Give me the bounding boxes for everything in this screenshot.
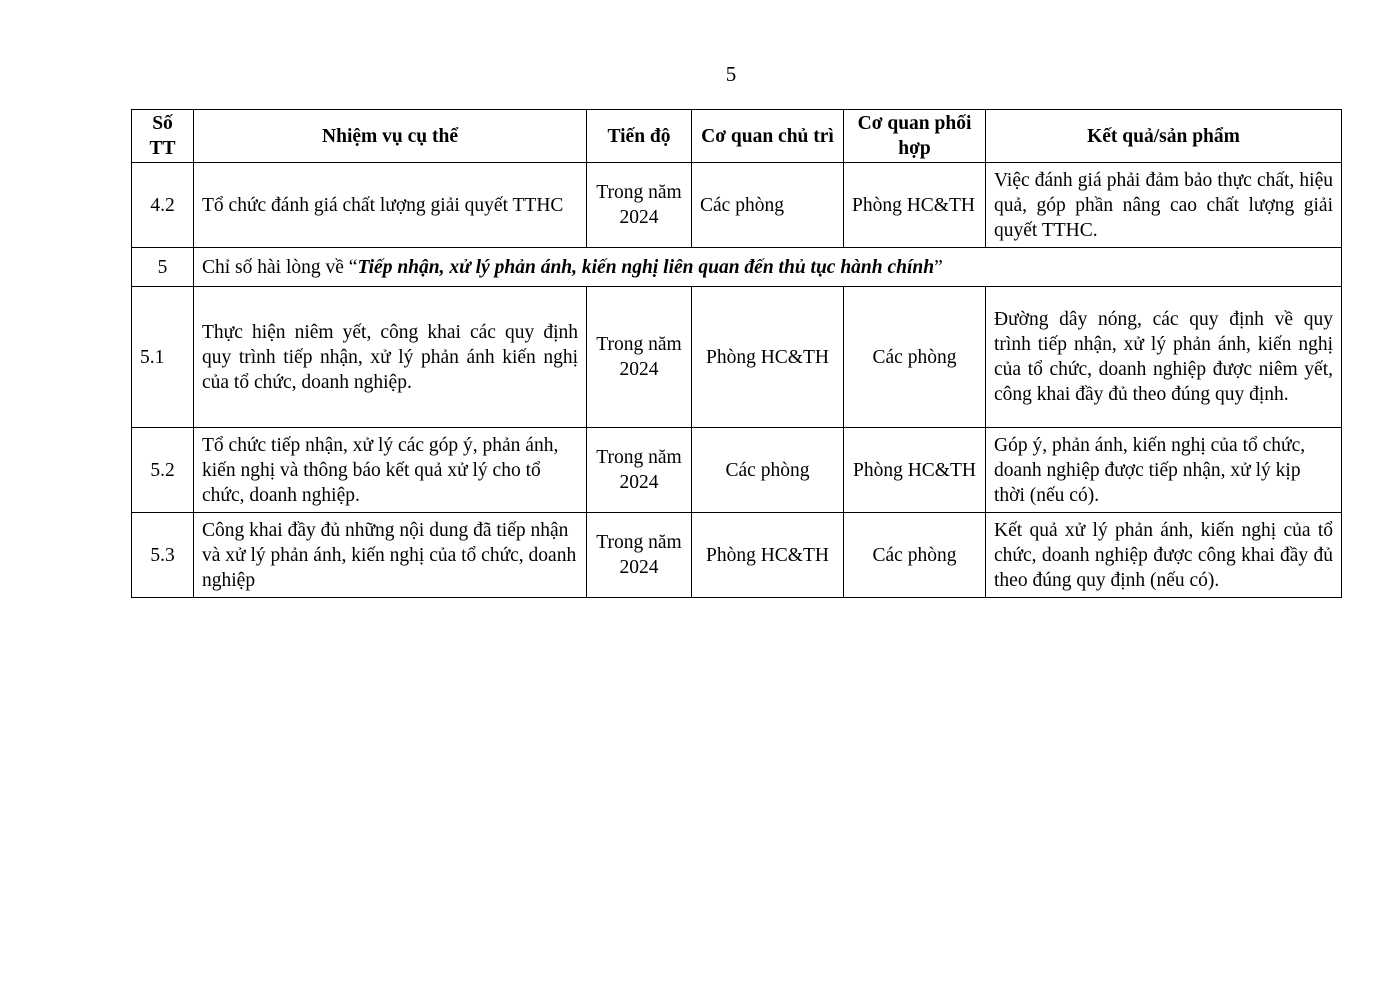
header-result: Kết quả/sản phẩm <box>986 110 1342 163</box>
row-progress: Trong năm 2024 <box>587 287 692 428</box>
row-stt: 5.3 <box>132 513 194 598</box>
row-task: Thực hiện niêm yết, công khai các quy định quy trình tiếp nhận, xử lý phản ánh kiến nghị của tổ chức, doanh nghiệp. <box>194 287 587 428</box>
row-lead: Phòng HC&TH <box>692 513 844 598</box>
row-progress: Trong năm 2024 <box>587 428 692 513</box>
section-row <box>132 248 1342 287</box>
task-table <box>131 109 1342 598</box>
row-result: Việc đánh giá phải đảm bảo thực chất, hiệu quả, góp phần nâng cao chất lượng giải quyết TTHC. <box>986 163 1342 248</box>
row-result: Góp ý, phản ánh, kiến nghị của tổ chức, doanh nghiệp được tiếp nhận, xử lý kịp thời (nếu có). <box>986 428 1342 513</box>
table-row <box>132 513 1342 598</box>
row-coop: Phòng HC&TH <box>844 428 986 513</box>
row-progress: Trong năm 2024 <box>587 513 692 598</box>
row-task: Công khai đầy đủ những nội dung đã tiếp nhận và xử lý phản ánh, kiến nghị của tổ chức, doanh nghiệp <box>194 513 587 598</box>
row-result: Kết quả xử lý phản ánh, kiến nghị của tổ chức, doanh nghiệp được công khai đầy đủ theo đúng quy định (nếu có). <box>986 513 1342 598</box>
row-coop: Các phòng <box>844 287 986 428</box>
section-title: Tiếp nhận, xử lý phản ánh, kiến nghị liên quan đến thủ tục hành chính <box>357 256 935 278</box>
section-prefix: Chỉ số hài lòng về “ <box>202 256 358 278</box>
row-lead: Các phòng <box>692 163 844 248</box>
section-suffix: ” <box>934 256 943 278</box>
row-progress: Trong năm 2024 <box>587 163 692 248</box>
row-task: Tổ chức tiếp nhận, xử lý các góp ý, phản ánh, kiến nghị và thông báo kết quả xử lý cho tổ chức, doanh nghiệp. <box>194 428 587 513</box>
row-lead: Các phòng <box>692 428 844 513</box>
table-row <box>132 163 1342 248</box>
header-lead: Cơ quan chủ trì <box>692 110 844 163</box>
page-number: 5 <box>725 62 737 86</box>
row-stt: 5.1 <box>132 287 194 428</box>
row-stt: 5.2 <box>132 428 194 513</box>
row-coop: Phòng HC&TH <box>844 163 986 248</box>
table-row <box>132 287 1342 428</box>
row-result: Đường dây nóng, các quy định về quy trình tiếp nhận, xử lý phản ánh, kiến nghị của tổ chức, doanh nghiệp được niêm yết, công khai đầy đủ theo đúng quy định. <box>986 287 1342 428</box>
row-lead: Phòng HC&TH <box>692 287 844 428</box>
row-stt: 4.2 <box>132 163 194 248</box>
section-heading <box>194 248 1342 287</box>
table-row <box>132 428 1342 513</box>
header-stt: Số TT <box>132 110 194 163</box>
table-header-row <box>132 110 1342 163</box>
header-progress: Tiến độ <box>587 110 692 163</box>
section-stt: 5 <box>132 248 194 287</box>
header-coop: Cơ quan phối hợp <box>844 110 986 163</box>
row-coop: Các phòng <box>844 513 986 598</box>
header-task: Nhiệm vụ cụ thể <box>194 110 587 163</box>
row-task: Tổ chức đánh giá chất lượng giải quyết TTHC <box>194 163 587 248</box>
